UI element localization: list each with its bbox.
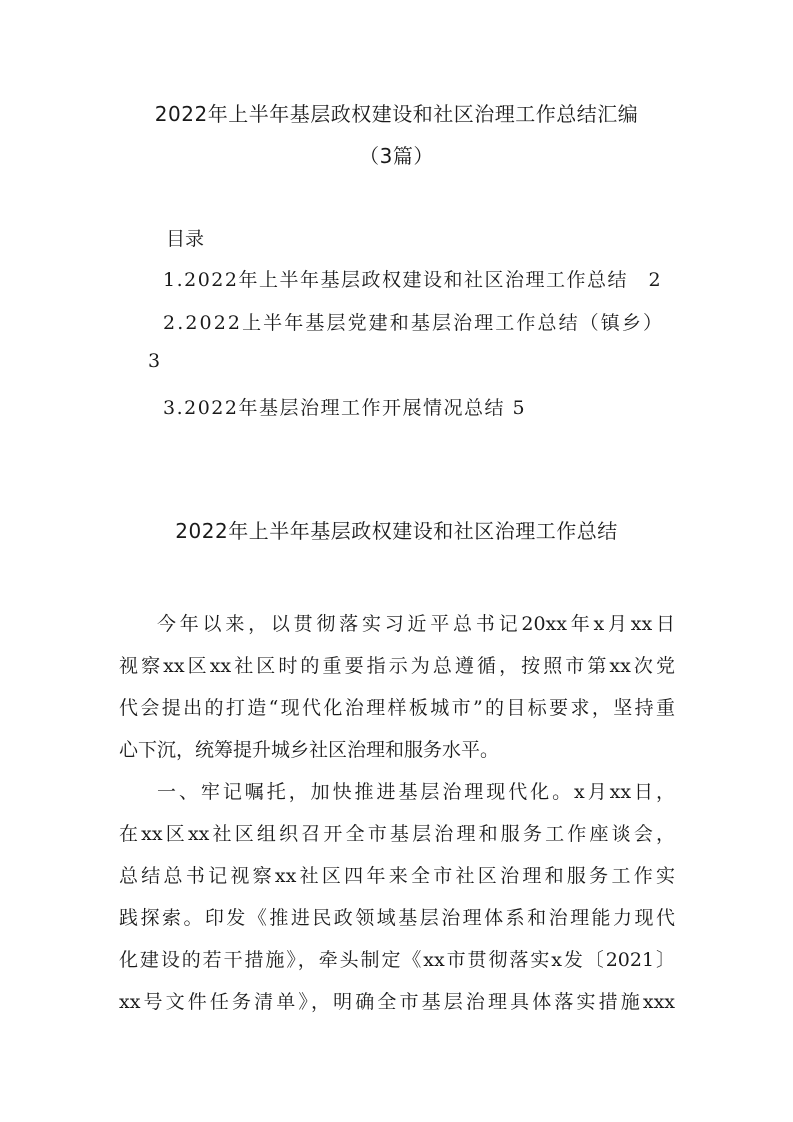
toc-entry-1[interactable]: 1.2022年上半年基层政权建设和社区治理工作总结 2: [163, 269, 663, 291]
paragraph-line: 今年以来，以贯彻落实习近平总书记20xx年x月xx日: [157, 613, 675, 635]
document-title: 2022年上半年基层政权建设和社区治理工作总结汇编: [154, 102, 639, 126]
paragraph-line: 化建设的若干措施》，牵头制定《xx市贯彻落实x发〔2021〕: [119, 949, 675, 971]
toc-entry-2-page-number[interactable]: 3: [148, 350, 161, 372]
paragraph-line: 践探索。印发《推进民政领域基层治理体系和治理能力现代: [119, 907, 675, 929]
paragraph-line: 代会提出的打造“现代化治理样板城市”的目标要求，坚持重: [119, 697, 675, 719]
paragraph-line: 一、牢记嘱托，加快推进基层治理现代化。x月xx日，: [157, 781, 675, 803]
paragraph-line: 在xx区xx社区组织召开全市基层治理和服务工作座谈会，: [119, 823, 675, 845]
section-title: 2022年上半年基层政权建设和社区治理工作总结: [175, 519, 618, 543]
toc-heading: 目录: [166, 228, 205, 250]
paragraph-line: 总结总书记视察xx社区四年来全市社区治理和服务工作实: [119, 865, 675, 887]
toc-entry-3[interactable]: 3.2022年基层治理工作开展情况总结 5: [163, 397, 527, 419]
paragraph-line: 视察xx区xx社区时的重要指示为总遵循，按照市第xx次党: [119, 655, 675, 677]
toc-entry-2[interactable]: 2.2022上半年基层党建和基层治理工作总结（镇乡）: [163, 312, 665, 334]
document-subtitle: （3篇）: [359, 144, 434, 168]
paragraph-line: xx号文件任务清单》，明确全市基层治理具体落实措施xxx: [119, 991, 675, 1013]
paragraph-line: 心下沉，统筹提升城乡社区治理和服务水平。: [119, 739, 500, 761]
